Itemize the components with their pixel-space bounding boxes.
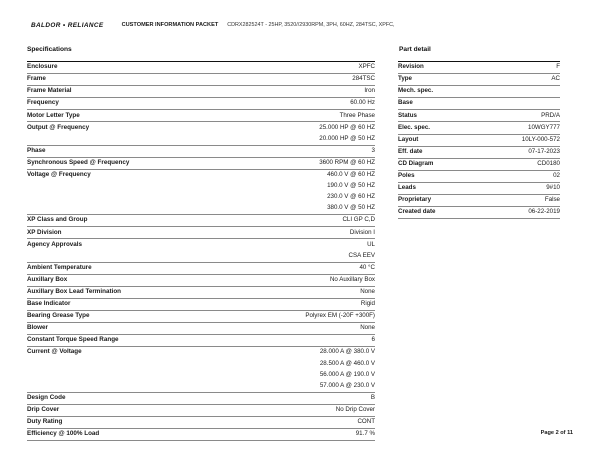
specifications-table bbox=[27, 61, 375, 441]
spec-value: 57.000 A @ 230.0 V bbox=[319, 381, 375, 389]
part-label: Poles bbox=[398, 172, 415, 180]
spec-row bbox=[27, 263, 375, 275]
spec-value: Iron bbox=[364, 87, 375, 95]
spec-row bbox=[27, 239, 375, 262]
spec-values bbox=[336, 405, 375, 416]
spec-values bbox=[330, 275, 375, 286]
spec-label: Base Indicator bbox=[27, 300, 71, 308]
part-row bbox=[398, 86, 560, 98]
part-value: False bbox=[544, 196, 560, 204]
part-value: 9#10 bbox=[546, 184, 560, 192]
part-label: Base bbox=[398, 99, 413, 107]
spec-label: Blower bbox=[27, 324, 48, 332]
spec-value: Division I bbox=[349, 228, 375, 236]
spec-value: No Drip Cover bbox=[335, 405, 375, 413]
spec-row bbox=[27, 287, 375, 299]
spec-value: 230.0 V @ 60 HZ bbox=[327, 193, 375, 201]
spec-row bbox=[27, 311, 375, 323]
part-values bbox=[537, 159, 560, 170]
spec-row bbox=[27, 86, 375, 98]
page-number: Page 2 of 11 bbox=[540, 430, 573, 436]
part-values bbox=[545, 195, 560, 206]
spec-label: Motor Letter Type bbox=[27, 111, 80, 119]
spec-label: Frequency bbox=[27, 99, 59, 107]
part-label: Elec. spec. bbox=[398, 123, 430, 131]
part-row bbox=[398, 183, 560, 195]
part-label: Leads bbox=[398, 184, 416, 192]
part-value: 07-17-2023 bbox=[528, 147, 560, 155]
part-row bbox=[398, 110, 560, 122]
spec-value: 190.0 V @ 50 HZ bbox=[327, 182, 375, 190]
part-values bbox=[528, 207, 560, 218]
spec-label: Ambient Temperature bbox=[27, 263, 92, 271]
company-logo: BALDOR • RELIANCE bbox=[31, 21, 104, 29]
spec-value: 25.000 HP @ 60 HZ bbox=[319, 123, 375, 131]
part-row bbox=[398, 122, 560, 134]
spec-label: Constant Torque Speed Range bbox=[27, 336, 119, 344]
part-detail-title: Part detail bbox=[399, 46, 431, 53]
part-label: CD Diagram bbox=[398, 159, 434, 167]
part-row bbox=[398, 159, 560, 171]
spec-values bbox=[372, 146, 375, 157]
spec-label: Output @ Frequency bbox=[27, 123, 90, 131]
spec-values bbox=[350, 227, 375, 238]
part-label: Type bbox=[398, 75, 412, 83]
part-row bbox=[398, 195, 560, 207]
spec-value: 20.000 HP @ 50 HZ bbox=[319, 134, 375, 142]
spec-row bbox=[27, 405, 375, 417]
part-value: CD0180 bbox=[537, 159, 560, 167]
spec-row bbox=[27, 74, 375, 86]
part-label: Eff. date bbox=[398, 147, 423, 155]
spec-label: Agency Approvals bbox=[27, 240, 83, 248]
spec-value: 28.500 A @ 460.0 V bbox=[319, 359, 375, 367]
spec-label: Auxillary Box bbox=[27, 275, 68, 283]
part-value: 10LY-000-572 bbox=[521, 135, 560, 143]
spec-values bbox=[364, 86, 375, 97]
part-values bbox=[546, 183, 560, 194]
spec-label: Auxillary Box Lead Termination bbox=[27, 287, 122, 295]
part-label: Mech. spec. bbox=[398, 87, 434, 95]
spec-row bbox=[27, 158, 375, 170]
spec-values bbox=[327, 170, 375, 214]
specifications-title: Specifications bbox=[27, 46, 72, 53]
spec-values bbox=[361, 299, 375, 310]
spec-values bbox=[357, 417, 375, 428]
part-row bbox=[398, 171, 560, 183]
part-row bbox=[398, 74, 560, 86]
spec-values bbox=[360, 323, 375, 334]
spec-values bbox=[349, 239, 375, 261]
spec-label: XP Division bbox=[27, 228, 62, 236]
spec-label: Design Code bbox=[27, 393, 66, 401]
spec-value: 60.00 Hz bbox=[350, 99, 375, 107]
spec-values bbox=[372, 335, 375, 346]
part-row bbox=[398, 98, 560, 110]
spec-values bbox=[356, 429, 375, 440]
spec-value: None bbox=[360, 324, 375, 332]
packet-description: CDRX282524T - 25HP, 3520//2930RPM, 3PH, 60HZ, 284TSC, XPFC, bbox=[227, 22, 395, 28]
spec-value: 3 bbox=[371, 146, 375, 154]
spec-row bbox=[27, 98, 375, 110]
spec-values bbox=[320, 347, 375, 391]
spec-row bbox=[27, 146, 375, 158]
spec-value: No Auxillary Box bbox=[329, 275, 375, 283]
spec-label: Frame bbox=[27, 75, 46, 83]
part-value: 06-22-2019 bbox=[528, 208, 560, 216]
spec-label: Drip Cover bbox=[27, 405, 60, 413]
spec-value: CSA EEV bbox=[348, 251, 375, 259]
spec-values bbox=[371, 393, 375, 404]
part-label: Layout bbox=[398, 135, 419, 143]
part-label: Created date bbox=[398, 208, 436, 216]
part-value: PRD/A bbox=[541, 111, 560, 119]
part-values bbox=[528, 147, 560, 158]
spec-label: Duty Rating bbox=[27, 418, 63, 425]
spec-label: Bearing Grease Type bbox=[27, 312, 90, 320]
part-detail-table bbox=[398, 61, 560, 219]
part-row bbox=[398, 135, 560, 147]
part-row bbox=[398, 62, 560, 74]
part-label: Status bbox=[398, 111, 417, 119]
spec-label: Current @ Voltage bbox=[27, 348, 82, 356]
packet-title: CUSTOMER INFORMATION PACKET bbox=[121, 22, 219, 28]
spec-values bbox=[340, 110, 375, 121]
part-values bbox=[541, 110, 560, 121]
spec-values bbox=[319, 158, 375, 169]
part-values bbox=[553, 171, 560, 182]
spec-values bbox=[359, 263, 375, 274]
spec-value: 284TSC bbox=[352, 75, 375, 83]
part-values bbox=[522, 135, 560, 146]
spec-label: Voltage @ Frequency bbox=[27, 171, 91, 179]
part-values bbox=[528, 122, 560, 133]
spec-row bbox=[27, 429, 375, 441]
spec-row bbox=[27, 299, 375, 311]
spec-row bbox=[27, 110, 375, 122]
spec-value: 3600 RPM @ 60 HZ bbox=[319, 158, 375, 166]
spec-row bbox=[27, 122, 375, 145]
spec-row bbox=[27, 275, 375, 287]
spec-row bbox=[27, 347, 375, 392]
spec-value: 380.0 V @ 50 HZ bbox=[327, 204, 375, 212]
spec-label: Efficiency @ 100% Load bbox=[27, 430, 100, 438]
part-values bbox=[551, 74, 560, 85]
spec-row bbox=[27, 417, 375, 429]
part-value: 10WGY777 bbox=[528, 123, 560, 131]
spec-row bbox=[27, 62, 375, 74]
spec-values bbox=[360, 287, 375, 298]
spec-values bbox=[305, 311, 375, 322]
spec-value: 91.7 % bbox=[355, 430, 375, 438]
spec-value: Rigid bbox=[360, 300, 375, 308]
spec-value: 56.000 A @ 190.0 V bbox=[319, 370, 375, 378]
spec-values bbox=[352, 74, 375, 85]
spec-label: Synchronous Speed @ Frequency bbox=[27, 158, 130, 166]
spec-value: 6 bbox=[371, 336, 375, 344]
part-label: Revision bbox=[398, 63, 424, 71]
spec-values bbox=[319, 122, 375, 144]
spec-value: B bbox=[370, 393, 375, 401]
spec-label: Phase bbox=[27, 146, 46, 154]
document-header bbox=[31, 19, 591, 31]
part-value: F bbox=[556, 63, 560, 71]
spec-value: 460.0 V @ 60 HZ bbox=[327, 171, 375, 179]
spec-value: UL bbox=[367, 240, 375, 248]
spec-row bbox=[27, 323, 375, 335]
spec-value: None bbox=[360, 287, 375, 295]
spec-value: Three Phase bbox=[339, 111, 375, 119]
part-value: 02 bbox=[553, 172, 560, 180]
spec-values bbox=[350, 98, 375, 109]
spec-label: XP Class and Group bbox=[27, 216, 88, 224]
part-value: AC bbox=[551, 75, 560, 83]
spec-value: CLI GP C,D bbox=[342, 216, 375, 224]
part-row bbox=[398, 207, 560, 219]
spec-value: CONT bbox=[357, 418, 375, 425]
spec-label: Enclosure bbox=[27, 63, 58, 71]
spec-row bbox=[27, 170, 375, 215]
spec-value: 28.000 A @ 380.0 V bbox=[319, 348, 375, 356]
spec-row bbox=[27, 335, 375, 347]
spec-label: Frame Material bbox=[27, 87, 72, 95]
spec-values bbox=[342, 215, 375, 226]
spec-value: 40 °C bbox=[359, 263, 375, 271]
spec-row bbox=[27, 215, 375, 227]
part-label: Proprietary bbox=[398, 196, 432, 204]
spec-row bbox=[27, 393, 375, 405]
part-values bbox=[556, 62, 560, 73]
spec-value: Polyrex EM (-20F +300F) bbox=[305, 312, 375, 320]
spec-values bbox=[358, 62, 375, 73]
spec-value: XPFC bbox=[358, 63, 375, 71]
spec-row bbox=[27, 227, 375, 239]
part-row bbox=[398, 147, 560, 159]
